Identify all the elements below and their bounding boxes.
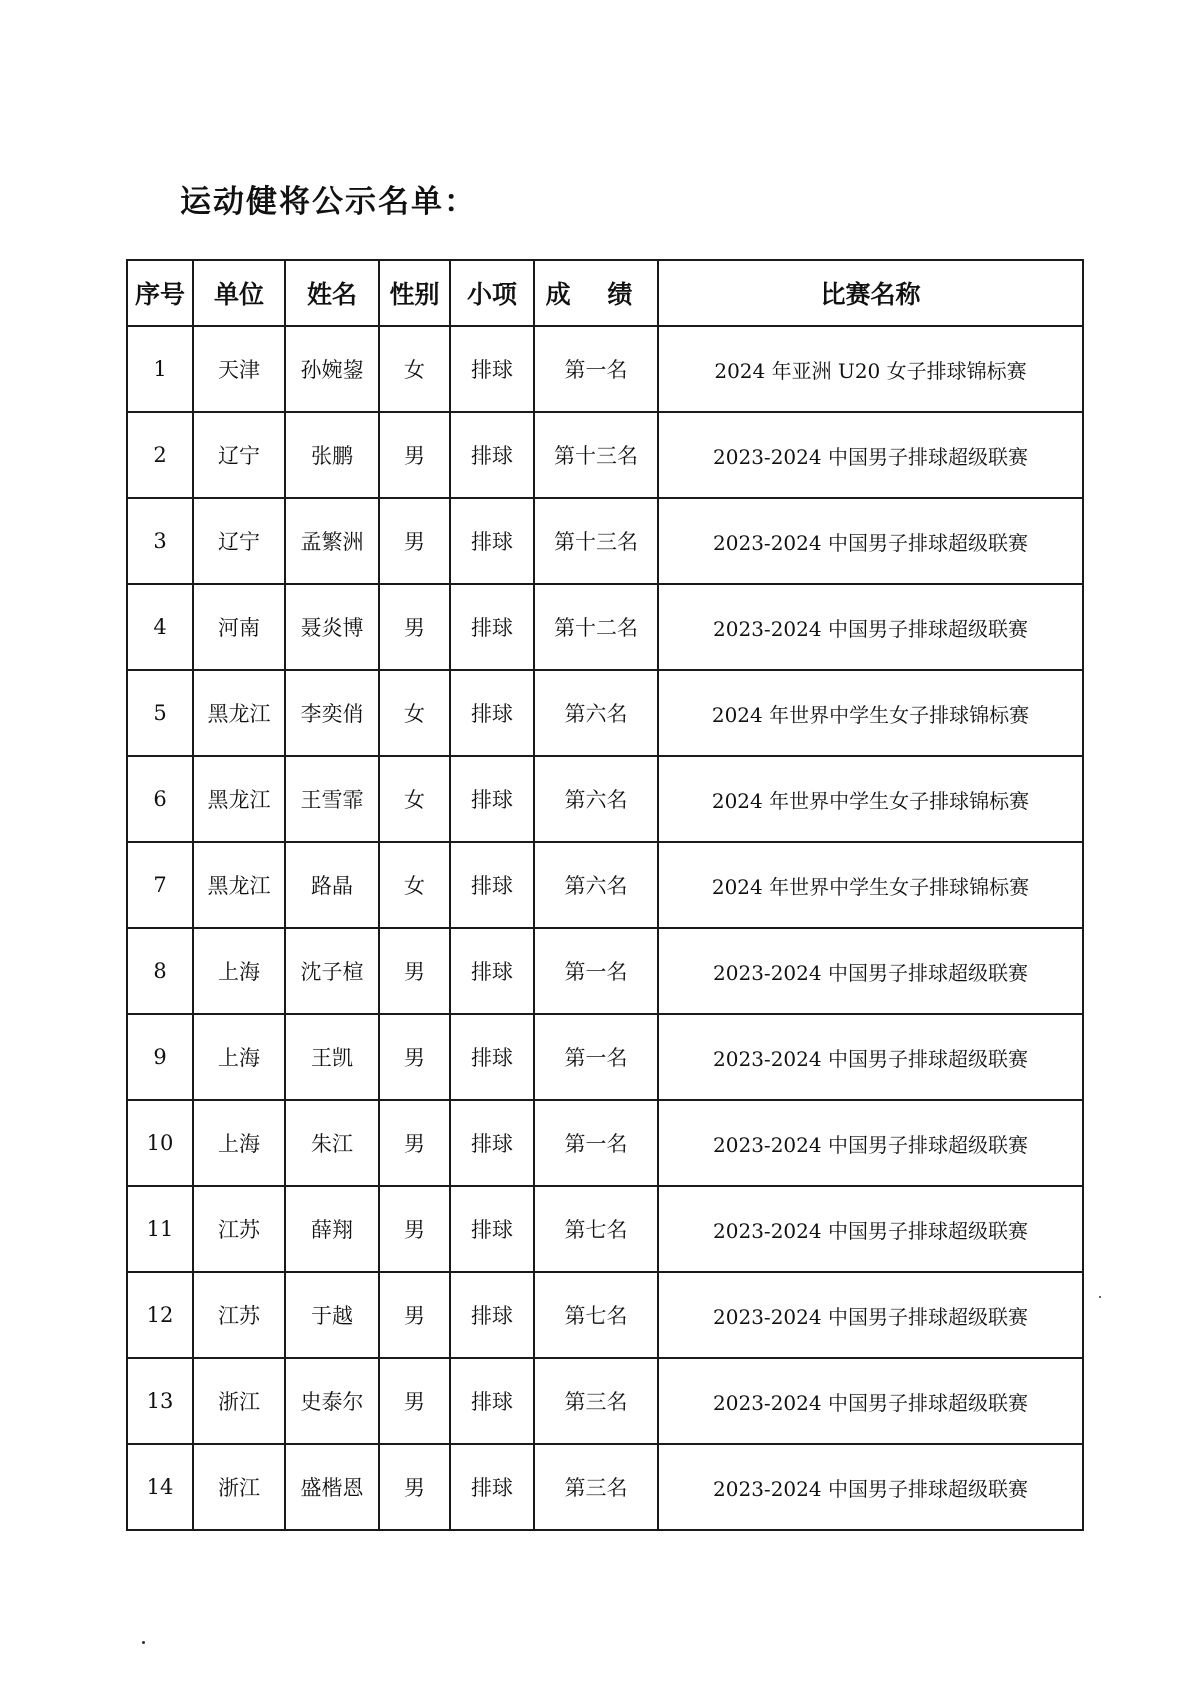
header-gender: 性别 [379, 260, 450, 326]
cell-index: 14 [127, 1444, 193, 1530]
cell-event: 排球 [450, 412, 534, 498]
cell-competition: 2024 年亚洲 U20 女子排球锦标赛 [658, 326, 1083, 412]
cell-result: 第六名 [534, 670, 658, 756]
cell-gender: 男 [379, 1358, 450, 1444]
cell-unit: 江苏 [193, 1186, 285, 1272]
cell-gender: 男 [379, 1444, 450, 1530]
cell-gender: 女 [379, 670, 450, 756]
table-row [127, 1358, 1083, 1444]
cell-index: 8 [127, 928, 193, 1014]
header-name: 姓名 [285, 260, 379, 326]
cell-event: 排球 [450, 1186, 534, 1272]
cell-name: 王凯 [285, 1014, 379, 1100]
cell-index: 10 [127, 1100, 193, 1186]
athlete-roster-table [126, 259, 1084, 1531]
cell-result: 第六名 [534, 842, 658, 928]
header-event: 小项 [450, 260, 534, 326]
table-row [127, 498, 1083, 584]
cell-name: 孟繁洲 [285, 498, 379, 584]
cell-gender: 男 [379, 1186, 450, 1272]
table-row [127, 412, 1083, 498]
cell-index: 6 [127, 756, 193, 842]
cell-result: 第一名 [534, 1014, 658, 1100]
cell-gender: 女 [379, 842, 450, 928]
header-result: 成 绩 [534, 260, 658, 326]
cell-result: 第一名 [534, 928, 658, 1014]
cell-event: 排球 [450, 670, 534, 756]
cell-name: 薛翔 [285, 1186, 379, 1272]
cell-unit: 江苏 [193, 1272, 285, 1358]
cell-index: 13 [127, 1358, 193, 1444]
cell-name: 沈子楦 [285, 928, 379, 1014]
cell-index: 11 [127, 1186, 193, 1272]
cell-gender: 女 [379, 326, 450, 412]
cell-gender: 男 [379, 584, 450, 670]
cell-event: 排球 [450, 1014, 534, 1100]
cell-gender: 男 [379, 1272, 450, 1358]
cell-unit: 上海 [193, 1014, 285, 1100]
cell-result: 第七名 [534, 1186, 658, 1272]
cell-competition: 2023-2024 中国男子排球超级联赛 [658, 412, 1083, 498]
cell-event: 排球 [450, 842, 534, 928]
cell-name: 朱江 [285, 1100, 379, 1186]
cell-gender: 男 [379, 498, 450, 584]
cell-name: 路晶 [285, 842, 379, 928]
table-row [127, 1272, 1083, 1358]
cell-competition: 2023-2024 中国男子排球超级联赛 [658, 1186, 1083, 1272]
cell-unit: 黑龙江 [193, 756, 285, 842]
cell-competition: 2023-2024 中国男子排球超级联赛 [658, 498, 1083, 584]
cell-unit: 黑龙江 [193, 670, 285, 756]
cell-name: 盛楷恩 [285, 1444, 379, 1530]
cell-event: 排球 [450, 326, 534, 412]
cell-name: 王雪霏 [285, 756, 379, 842]
cell-event: 排球 [450, 1358, 534, 1444]
table-row [127, 842, 1083, 928]
cell-index: 4 [127, 584, 193, 670]
cell-competition: 2024 年世界中学生女子排球锦标赛 [658, 756, 1083, 842]
cell-event: 排球 [450, 584, 534, 670]
table-row [127, 928, 1083, 1014]
cell-result: 第一名 [534, 326, 658, 412]
table-row [127, 1014, 1083, 1100]
cell-result: 第六名 [534, 756, 658, 842]
cell-event: 排球 [450, 928, 534, 1014]
cell-index: 2 [127, 412, 193, 498]
cell-result: 第十三名 [534, 412, 658, 498]
cell-name: 孙婉鋆 [285, 326, 379, 412]
table-row [127, 326, 1083, 412]
cell-event: 排球 [450, 498, 534, 584]
cell-competition: 2023-2024 中国男子排球超级联赛 [658, 584, 1083, 670]
page-title: 运动健将公示名单： [180, 184, 477, 220]
cell-gender: 男 [379, 928, 450, 1014]
cell-unit: 黑龙江 [193, 842, 285, 928]
cell-name: 史泰尔 [285, 1358, 379, 1444]
header-index: 序号 [127, 260, 193, 326]
cell-competition: 2023-2024 中国男子排球超级联赛 [658, 1272, 1083, 1358]
table-row [127, 670, 1083, 756]
cell-unit: 辽宁 [193, 412, 285, 498]
cell-index: 9 [127, 1014, 193, 1100]
cell-gender: 男 [379, 412, 450, 498]
cell-name: 聂炎博 [285, 584, 379, 670]
cell-index: 12 [127, 1272, 193, 1358]
header-competition: 比赛名称 [658, 260, 1083, 326]
table-row [127, 756, 1083, 842]
scan-speck [142, 1641, 145, 1644]
cell-competition: 2024 年世界中学生女子排球锦标赛 [658, 670, 1083, 756]
table-row [127, 1100, 1083, 1186]
cell-name: 张鹏 [285, 412, 379, 498]
header-unit: 单位 [193, 260, 285, 326]
cell-unit: 上海 [193, 928, 285, 1014]
cell-competition: 2023-2024 中国男子排球超级联赛 [658, 1100, 1083, 1186]
cell-name: 于越 [285, 1272, 379, 1358]
cell-name: 李奕俏 [285, 670, 379, 756]
cell-event: 排球 [450, 1444, 534, 1530]
table-row [127, 584, 1083, 670]
cell-result: 第十三名 [534, 498, 658, 584]
table-row [127, 1444, 1083, 1530]
cell-event: 排球 [450, 756, 534, 842]
cell-event: 排球 [450, 1100, 534, 1186]
cell-competition: 2023-2024 中国男子排球超级联赛 [658, 928, 1083, 1014]
cell-result: 第三名 [534, 1358, 658, 1444]
cell-gender: 女 [379, 756, 450, 842]
cell-result: 第一名 [534, 1100, 658, 1186]
cell-competition: 2023-2024 中国男子排球超级联赛 [658, 1444, 1083, 1530]
cell-competition: 2024 年世界中学生女子排球锦标赛 [658, 842, 1083, 928]
cell-competition: 2023-2024 中国男子排球超级联赛 [658, 1014, 1083, 1100]
cell-gender: 男 [379, 1100, 450, 1186]
cell-event: 排球 [450, 1272, 534, 1358]
table-row [127, 1186, 1083, 1272]
cell-index: 5 [127, 670, 193, 756]
cell-index: 7 [127, 842, 193, 928]
cell-result: 第七名 [534, 1272, 658, 1358]
cell-index: 3 [127, 498, 193, 584]
cell-unit: 上海 [193, 1100, 285, 1186]
cell-unit: 辽宁 [193, 498, 285, 584]
cell-result: 第十二名 [534, 584, 658, 670]
scan-speck [1099, 1296, 1101, 1298]
cell-unit: 浙江 [193, 1358, 285, 1444]
cell-unit: 河南 [193, 584, 285, 670]
cell-gender: 男 [379, 1014, 450, 1100]
cell-unit: 浙江 [193, 1444, 285, 1530]
cell-index: 1 [127, 326, 193, 412]
cell-unit: 天津 [193, 326, 285, 412]
cell-competition: 2023-2024 中国男子排球超级联赛 [658, 1358, 1083, 1444]
table-header-row [127, 260, 1083, 326]
cell-result: 第三名 [534, 1444, 658, 1530]
